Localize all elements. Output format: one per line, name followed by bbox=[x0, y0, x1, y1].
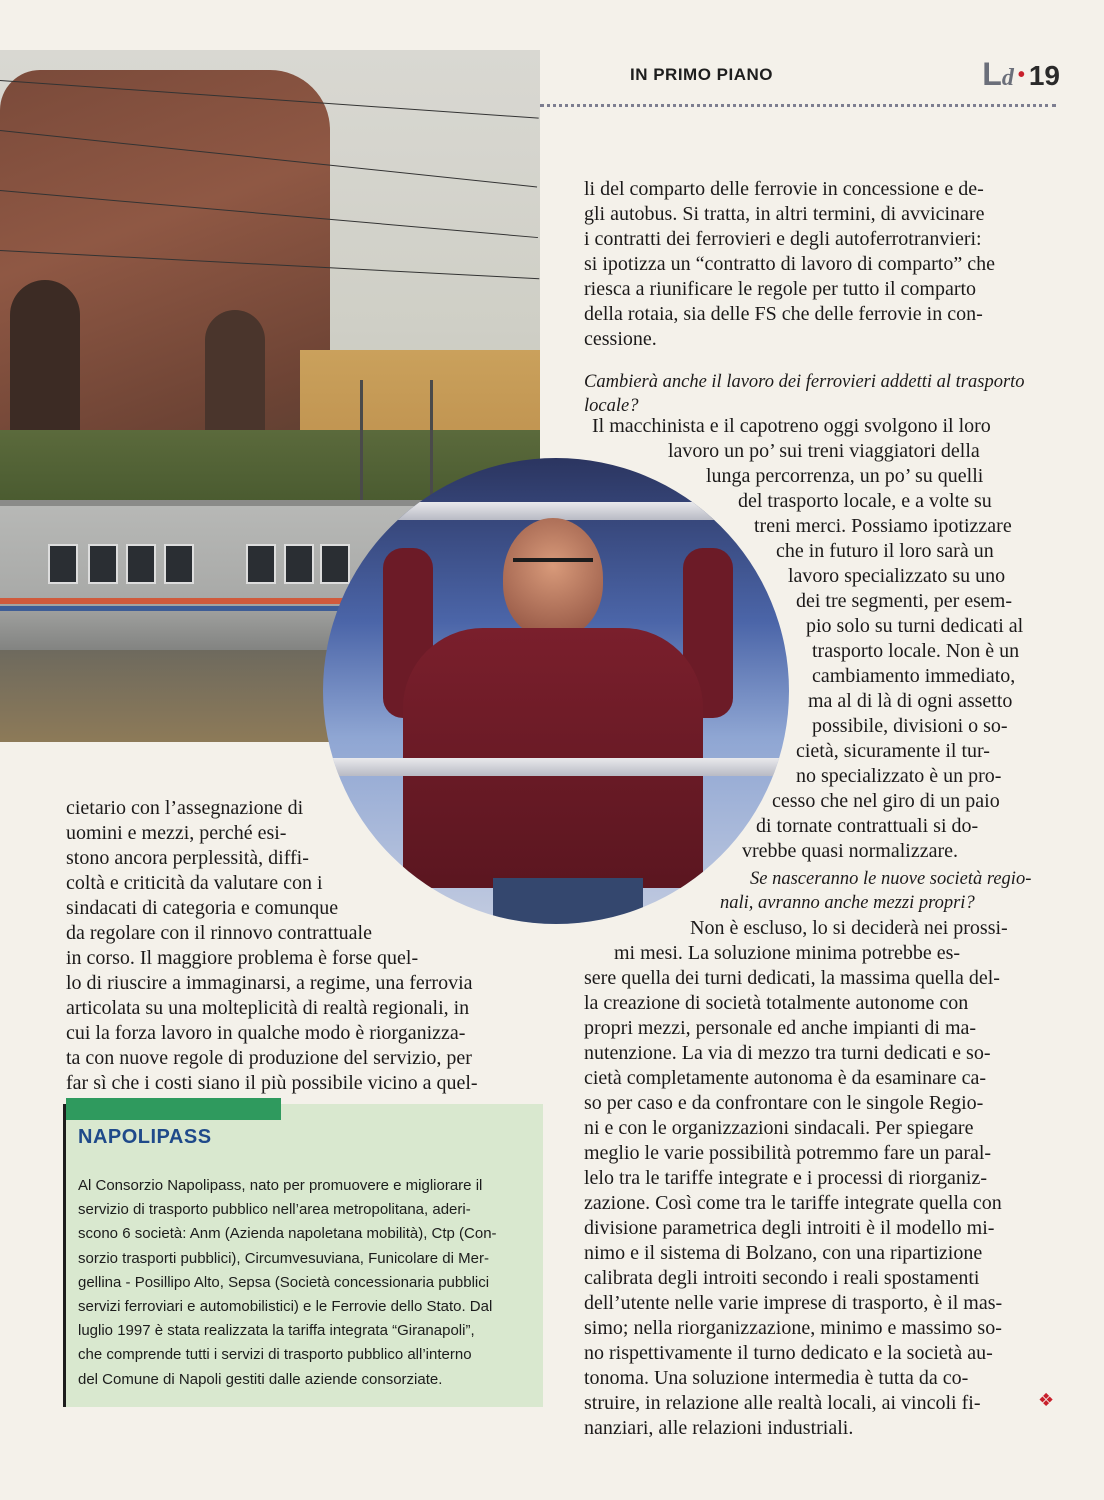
sidebar-line: gellina - Posillipo Alto, Sepsa (Società concessionaria pubblici bbox=[78, 1273, 490, 1291]
answer-line: treni merci. Possiamo ipotizzare bbox=[754, 515, 1012, 537]
answer-line: mi mesi. La soluzione minima potrebbe es- bbox=[614, 942, 961, 964]
answer-line: del trasporto locale, e a volte su bbox=[738, 490, 992, 512]
end-of-article-icon: ❖ bbox=[1038, 1390, 1055, 1411]
answer-line: la creazione di società totalmente autonome con bbox=[584, 992, 969, 1014]
answer-line: lunga percorrenza, un po’ su quelli bbox=[706, 465, 984, 487]
train-window bbox=[246, 544, 276, 584]
answer-line: nimo e il sistema di Bolzano, con una ripartizione bbox=[584, 1242, 983, 1264]
answer-line: di tornate contrattuali si do- bbox=[756, 815, 979, 837]
question-line: Cambierà anche il lavoro dei ferrovieri addetti al trasporto bbox=[584, 372, 1025, 392]
text-line: della rotaia, sia delle FS che delle ferrovie in con- bbox=[584, 303, 983, 325]
logo-letter-l: L bbox=[982, 56, 1002, 92]
train-window bbox=[126, 544, 156, 584]
sidebar-line: Al Consorzio Napolipass, nato per promuovere e migliorare il bbox=[78, 1177, 483, 1194]
sidebar-line: luglio 1997 è stata realizzata la tariffa integrata “Giranapoli”, bbox=[78, 1322, 475, 1340]
answer-line: Non è escluso, lo si deciderà nei prossi- bbox=[690, 917, 1008, 939]
text-line: sindacati di categoria e comunque bbox=[66, 897, 339, 919]
answer-line: Il macchinista e il capotreno oggi svolgono il loro bbox=[592, 415, 991, 437]
ruin-arch bbox=[10, 280, 80, 440]
answer-line: divisione parametrica degli introiti è il modello mi- bbox=[584, 1217, 995, 1239]
sidebar-line: sorzio trasporti pubblici), Circumvesuviana, Funicolare di Mer- bbox=[78, 1249, 489, 1267]
answer-line: lavoro specializzato su uno bbox=[788, 565, 1006, 587]
text-line: cietario con l’assegnazione di bbox=[66, 797, 304, 819]
text-line: cui la forza lavoro in qualche modo è riorganizza- bbox=[66, 1022, 466, 1044]
answer-line: pio solo su turni dedicati al bbox=[806, 615, 1024, 637]
sidebar-line: scono 6 società: Anm (Azienda napoletana mobilità), Ctp (Con- bbox=[78, 1225, 497, 1243]
article-intro-continued bbox=[584, 177, 1044, 352]
magazine-logo bbox=[982, 56, 1060, 93]
portrait-glasses bbox=[513, 558, 593, 582]
text-line: far sì che i costi siano il più possibile vicino a quel- bbox=[66, 1072, 478, 1094]
train-window bbox=[88, 544, 118, 584]
text-line: in corso. Il maggiore problema è forse quel- bbox=[66, 947, 419, 969]
text-line: coltà e criticità da valutare con i bbox=[66, 872, 323, 894]
answer-line: ni e con le organizzazioni sindacali. Per spiegare bbox=[584, 1117, 974, 1139]
text-line: si ipotizza un “contratto di lavoro di comparto” che bbox=[584, 253, 995, 275]
train-window bbox=[320, 544, 350, 584]
answer-line: nutenzione. La via di mezzo tra turni dedicati e so- bbox=[584, 1042, 991, 1064]
sidebar-line: servizio di trasporto pubblico nell’area metropolitana, aderi- bbox=[78, 1201, 471, 1219]
answer-line: simo; nella riorganizzazione, minimo e massimo so- bbox=[584, 1317, 1002, 1339]
answer-line: zazione. Così come tra le tariffe integrate quella con bbox=[584, 1192, 1002, 1214]
sidebar-line: che comprende tutti i servizi di trasporto pubblico all’interno bbox=[78, 1346, 472, 1364]
section-label: IN PRIMO PIANO bbox=[630, 65, 774, 84]
answer-line: cietà, sicuramente il tur- bbox=[796, 740, 990, 762]
question-line: Se nasceranno le nuove società regio- bbox=[750, 869, 1032, 889]
answer-line: sere quella dei turni dedicati, la massima quella del- bbox=[584, 967, 1000, 989]
text-line: uomini e mezzi, perché esi- bbox=[66, 822, 287, 844]
answer-line: tonoma. Una soluzione intermedia è tutta da co- bbox=[584, 1367, 969, 1389]
text-line: lo di riuscire a immaginarsi, a regime, una ferrovia bbox=[66, 972, 473, 994]
logo-letter-d: d bbox=[1001, 65, 1014, 91]
answer-line: calibrata degli introiti secondo i reali spostamenti bbox=[584, 1267, 980, 1289]
sidebar-line: servizi ferroviari e automobilistici) e le Ferrovie dello Stato. Dal bbox=[78, 1298, 493, 1316]
answer-line: lelo tra le tariffe integrate e i processi di riorganiz- bbox=[584, 1167, 987, 1189]
answer-line: cesso che nel giro di un paio bbox=[772, 790, 1000, 812]
text-line: riesca a riunificare le regole per tutto il comparto bbox=[584, 278, 977, 300]
sidebar-line: del Comune di Napoli gestiti dalle aziende consorziate. bbox=[78, 1370, 443, 1388]
answer-line: dell’utente nelle varie imprese di trasporto, è il mas- bbox=[584, 1292, 1003, 1314]
portrait-jeans bbox=[493, 878, 643, 924]
train-window bbox=[164, 544, 194, 584]
answer-line: propri mezzi, personale ed anche impianti di ma- bbox=[584, 1017, 977, 1039]
answer-line: ma al di là di ogni assetto bbox=[808, 690, 1013, 712]
logo-bullet: • bbox=[1017, 64, 1025, 86]
answer-line: no rispettivamente il turno dedicato e la società au- bbox=[584, 1342, 993, 1364]
text-line: i contratti dei ferrovieri e degli autoferrotranvieri: bbox=[584, 228, 982, 250]
answer-line: possibile, divisioni o so- bbox=[812, 715, 1008, 737]
train-window bbox=[48, 544, 78, 584]
header-dotted-rule bbox=[540, 104, 1056, 107]
answer-line: cietà completamente autonoma è da esaminare ca- bbox=[584, 1067, 987, 1089]
text-line: da regolare con il rinnovo contrattuale bbox=[66, 922, 372, 944]
answer-line: che in futuro il loro sarà un bbox=[776, 540, 994, 562]
answer-line: trasporto locale. Non è un bbox=[812, 640, 1020, 662]
text-line: articolata su una molteplicità di realtà regionali, in bbox=[66, 997, 470, 1019]
text-line: ta con nuove regole di produzione del servizio, per bbox=[66, 1047, 472, 1069]
answer-line: vrebbe quasi normalizzare. bbox=[742, 840, 959, 862]
ruin-arch bbox=[205, 310, 265, 440]
text-line: gli autobus. Si tratta, in altri termini, di avvicinare bbox=[584, 203, 985, 225]
interview-question-1 bbox=[584, 370, 1044, 418]
page-number: 19 bbox=[1028, 60, 1060, 91]
answer-line: dei tre segmenti, per esem- bbox=[796, 590, 1013, 612]
answer-line: struire, in relazione alle realtà locali, ai vincoli fi- bbox=[584, 1392, 981, 1414]
answer-line: cambiamento immediato, bbox=[812, 665, 1016, 687]
text-line: cessione. bbox=[584, 328, 657, 350]
text-line: stono ancora perplessità, diffi- bbox=[66, 847, 309, 869]
napolipass-sidebar bbox=[63, 1104, 543, 1407]
text-line: li del comparto delle ferrovie in concessione e de- bbox=[584, 178, 984, 200]
sidebar-title: NAPOLIPASS bbox=[78, 1126, 212, 1148]
answer-line: no specializzato è un pro- bbox=[796, 765, 1002, 787]
page-header bbox=[560, 56, 1060, 96]
conductor-portrait-photo bbox=[323, 458, 789, 924]
answer-line: so per caso e da confrontare con le singole Regio- bbox=[584, 1092, 984, 1114]
answer-line: meglio le varie possibilità potremmo fare un paral- bbox=[584, 1142, 992, 1164]
sidebar-tab-accent bbox=[66, 1098, 281, 1120]
answer-line: nanziari, alle relazioni industriali. bbox=[584, 1417, 854, 1439]
train-window bbox=[284, 544, 314, 584]
window-bar bbox=[323, 758, 789, 776]
answer-line: lavoro un po’ sui treni viaggiatori della bbox=[668, 440, 980, 462]
sidebar-body bbox=[78, 1174, 538, 1392]
question-line: locale? bbox=[584, 396, 639, 416]
question-line: nali, avranno anche mezzi propri? bbox=[720, 893, 975, 913]
